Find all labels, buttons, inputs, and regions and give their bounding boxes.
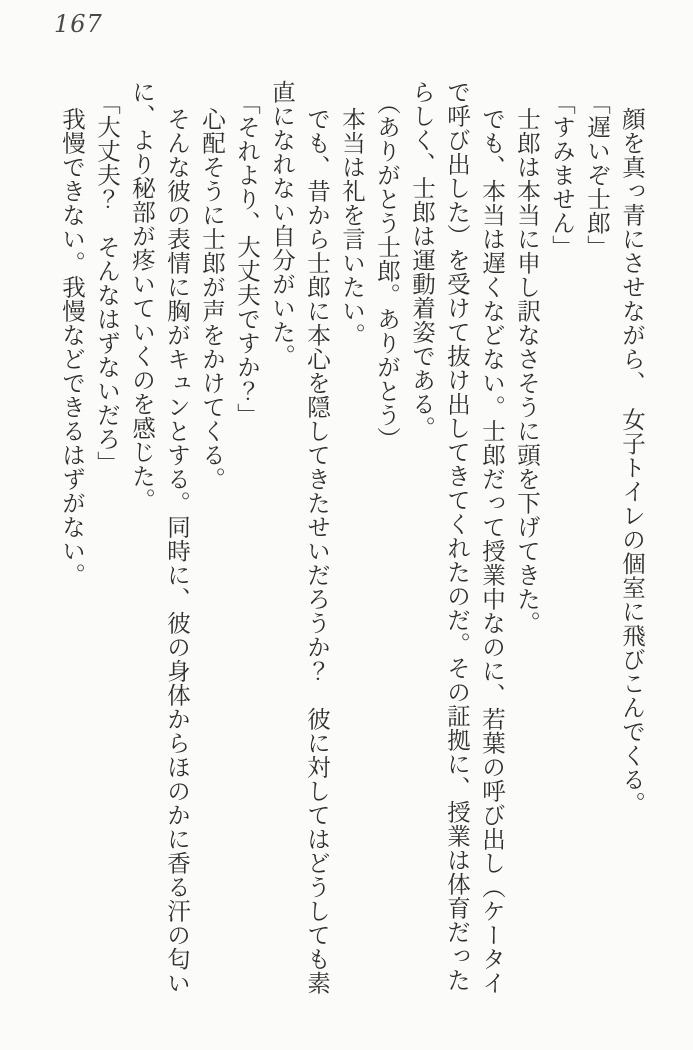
paragraph-4: 士郎は本当に申し訳なさそうに頭を下げてきた。 (513, 107, 541, 636)
paragraph-3: 「すみません」 (548, 90, 576, 259)
paragraph-2: 「遅いぞ士郎」 (583, 90, 611, 259)
paragraph-11: そんな彼の表情に胸がキュンとする。同時に、彼の身体からほのかに香る汗の匂いに、より秘部が疼いていくのを感じた。 (128, 80, 191, 996)
vertical-text-block (54, 80, 649, 996)
paragraph-10: 心配そうに士郎が声をかけてくる。 (198, 107, 226, 492)
paragraph-8: でも、昔から士郎に本心を隠してきたせいだろうか？ 彼に対してはどうしても素直になれない自分がいた。 (268, 80, 331, 996)
paragraph-12: 「大丈夫？ そんなはずないだろ」 (93, 90, 121, 475)
paragraph-13: 我慢できない。我慢などできるはずがない。 (58, 107, 86, 588)
paragraph-9: 「それより、大丈夫ですか？」 (233, 90, 261, 427)
paragraph-7: 本当は礼を言いたい。 (338, 107, 366, 348)
page-number: 167 (54, 10, 103, 38)
paragraph-5: でも、本当は遅くなどない。士郎だって授業中なのに、若葉の呼び出し（ケータイで呼び出した）を受けて抜け出してきてくれたのだ。その証拠に、授業は体育だったらしく、士郎は運動着姿である。 (408, 80, 506, 996)
paragraph-1: 顔を真っ青にさせながら、 女子トイレの個室に飛びこんでくる。 (618, 107, 646, 816)
paragraph-6: （ありがとう士郎。ありがとう） (373, 90, 401, 451)
